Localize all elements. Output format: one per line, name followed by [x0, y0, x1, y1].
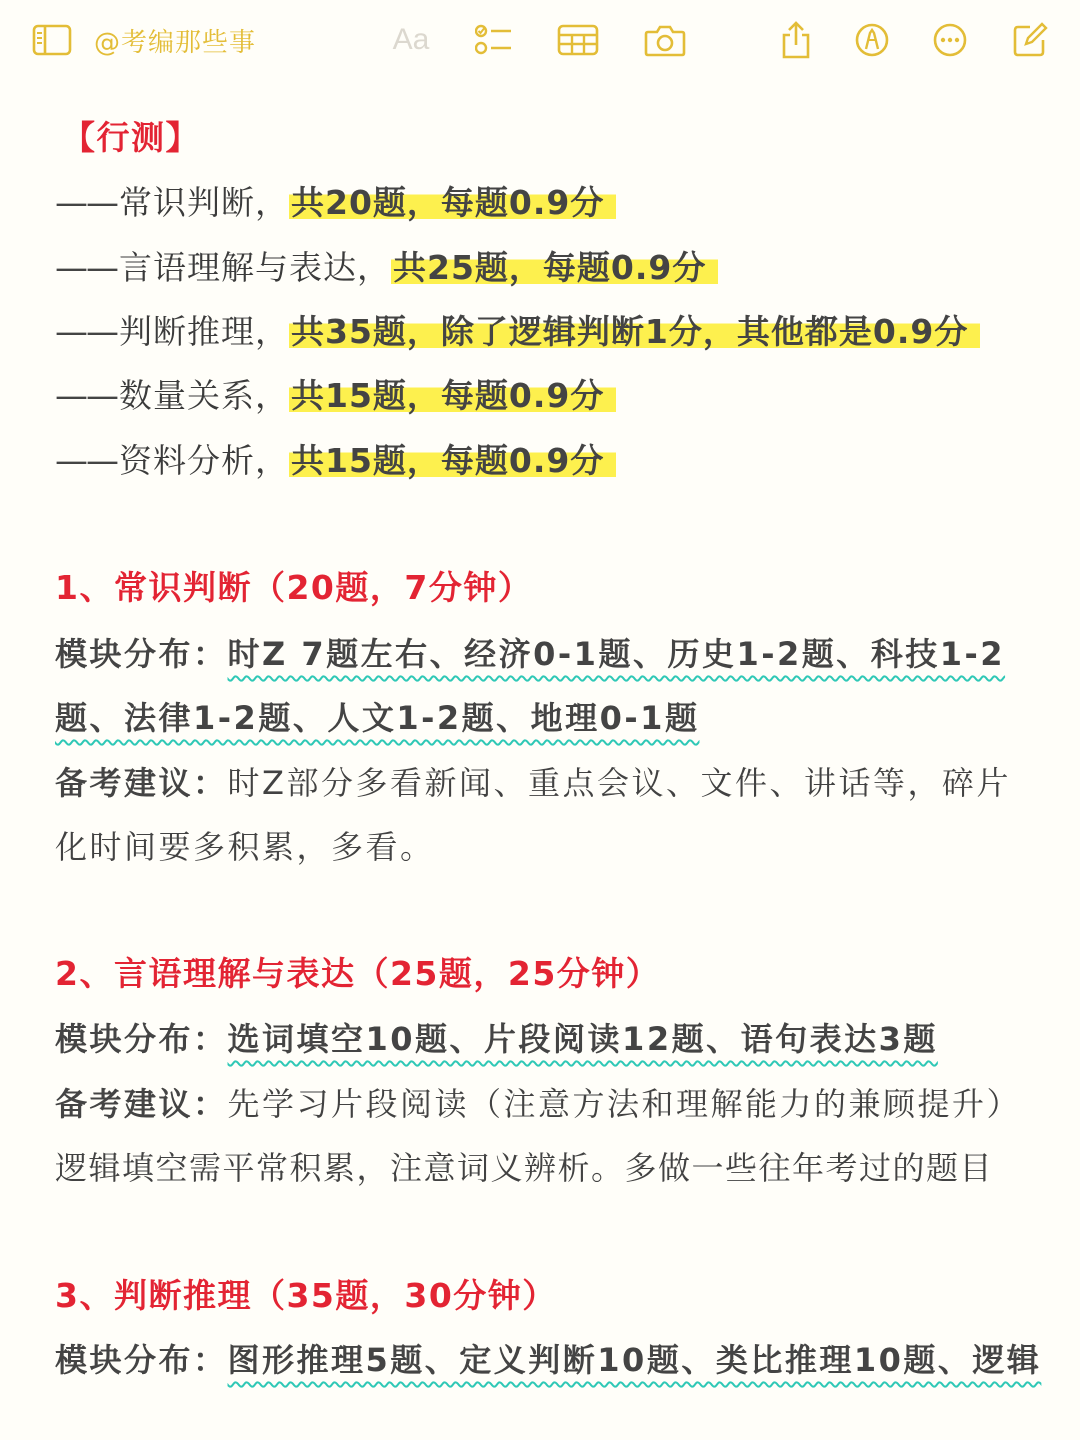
advice-text: 时Z部分多看新闻、重点会议、文件、讲话等，碎片: [227, 764, 1011, 802]
account-handle: @考编那些事: [94, 28, 257, 58]
em-dash: ——: [55, 248, 117, 287]
distribution-text: 选词填空10题、片段阅读12题、语句表达3题: [227, 1020, 938, 1058]
summary-name: 判断推理，: [119, 312, 289, 351]
distribution-text: 时Z 7题左右、经济0-1题、历史1-2题、科技1-2: [227, 635, 1006, 673]
highlighted-detail: 共20题，每题0.9分: [289, 183, 616, 222]
distribution-label: 模块分布：: [55, 635, 228, 673]
advice-label: 备考建议：: [55, 764, 228, 802]
summary-name: 资料分析，: [119, 441, 289, 480]
distribution-label: 模块分布：: [55, 1341, 228, 1379]
em-dash: ——: [55, 441, 117, 480]
module-distribution: [55, 1017, 938, 1061]
module-distribution: [55, 1338, 1041, 1382]
summary-row: [55, 246, 718, 290]
highlighted-detail: 共35题，除了逻辑判断1分，其他都是0.9分: [289, 312, 980, 351]
note-heading: 【行测】: [62, 118, 200, 157]
section-title: 3、判断推理（35题，30分钟）: [55, 1276, 557, 1315]
summary-name: 常识判断，: [119, 183, 289, 222]
study-advice-cont: [55, 825, 435, 869]
study-advice-cont: [55, 1146, 993, 1190]
highlighted-detail: 共15题，每题0.9分: [289, 376, 616, 415]
advice-text: 先学习片段阅读（注意方法和理解能力的兼顾提升）: [227, 1085, 1022, 1123]
em-dash: ——: [55, 312, 117, 351]
summary-row: [55, 310, 980, 354]
advice-text: 逻辑填空需平常积累，注意词义辨析。多做一些往年考过的题目: [55, 1149, 994, 1187]
summary-name: 数量关系，: [119, 376, 289, 415]
distribution-text: 图形推理5题、定义判断10题、类比推理10题、逻辑: [227, 1341, 1042, 1379]
advice-text: 化时间要多积累，多看。: [55, 828, 435, 866]
module-distribution: [55, 632, 1005, 676]
advice-label: 备考建议：: [55, 1085, 228, 1123]
em-dash: ——: [55, 183, 117, 222]
highlighted-detail: 共25题，每题0.9分: [391, 248, 718, 287]
summary-row: [55, 181, 616, 225]
highlighted-detail: 共15题，每题0.9分: [289, 441, 616, 480]
distribution-label: 模块分布：: [55, 1020, 228, 1058]
em-dash: ——: [55, 376, 117, 415]
study-advice: [55, 1082, 1021, 1126]
summary-row: [55, 374, 616, 418]
section-title: 1、常识判断（20题，7分钟）: [55, 568, 533, 607]
text-format-icon[interactable]: Aa: [392, 23, 430, 56]
distribution-text: 题、法律1-2题、人文1-2题、地理0-1题: [55, 699, 700, 737]
summary-name: 言语理解与表达，: [119, 248, 391, 287]
summary-row: [55, 439, 616, 483]
study-advice: [55, 761, 1011, 805]
section-title: 2、言语理解与表达（25题，25分钟）: [55, 954, 661, 993]
module-distribution-cont: [55, 696, 699, 740]
